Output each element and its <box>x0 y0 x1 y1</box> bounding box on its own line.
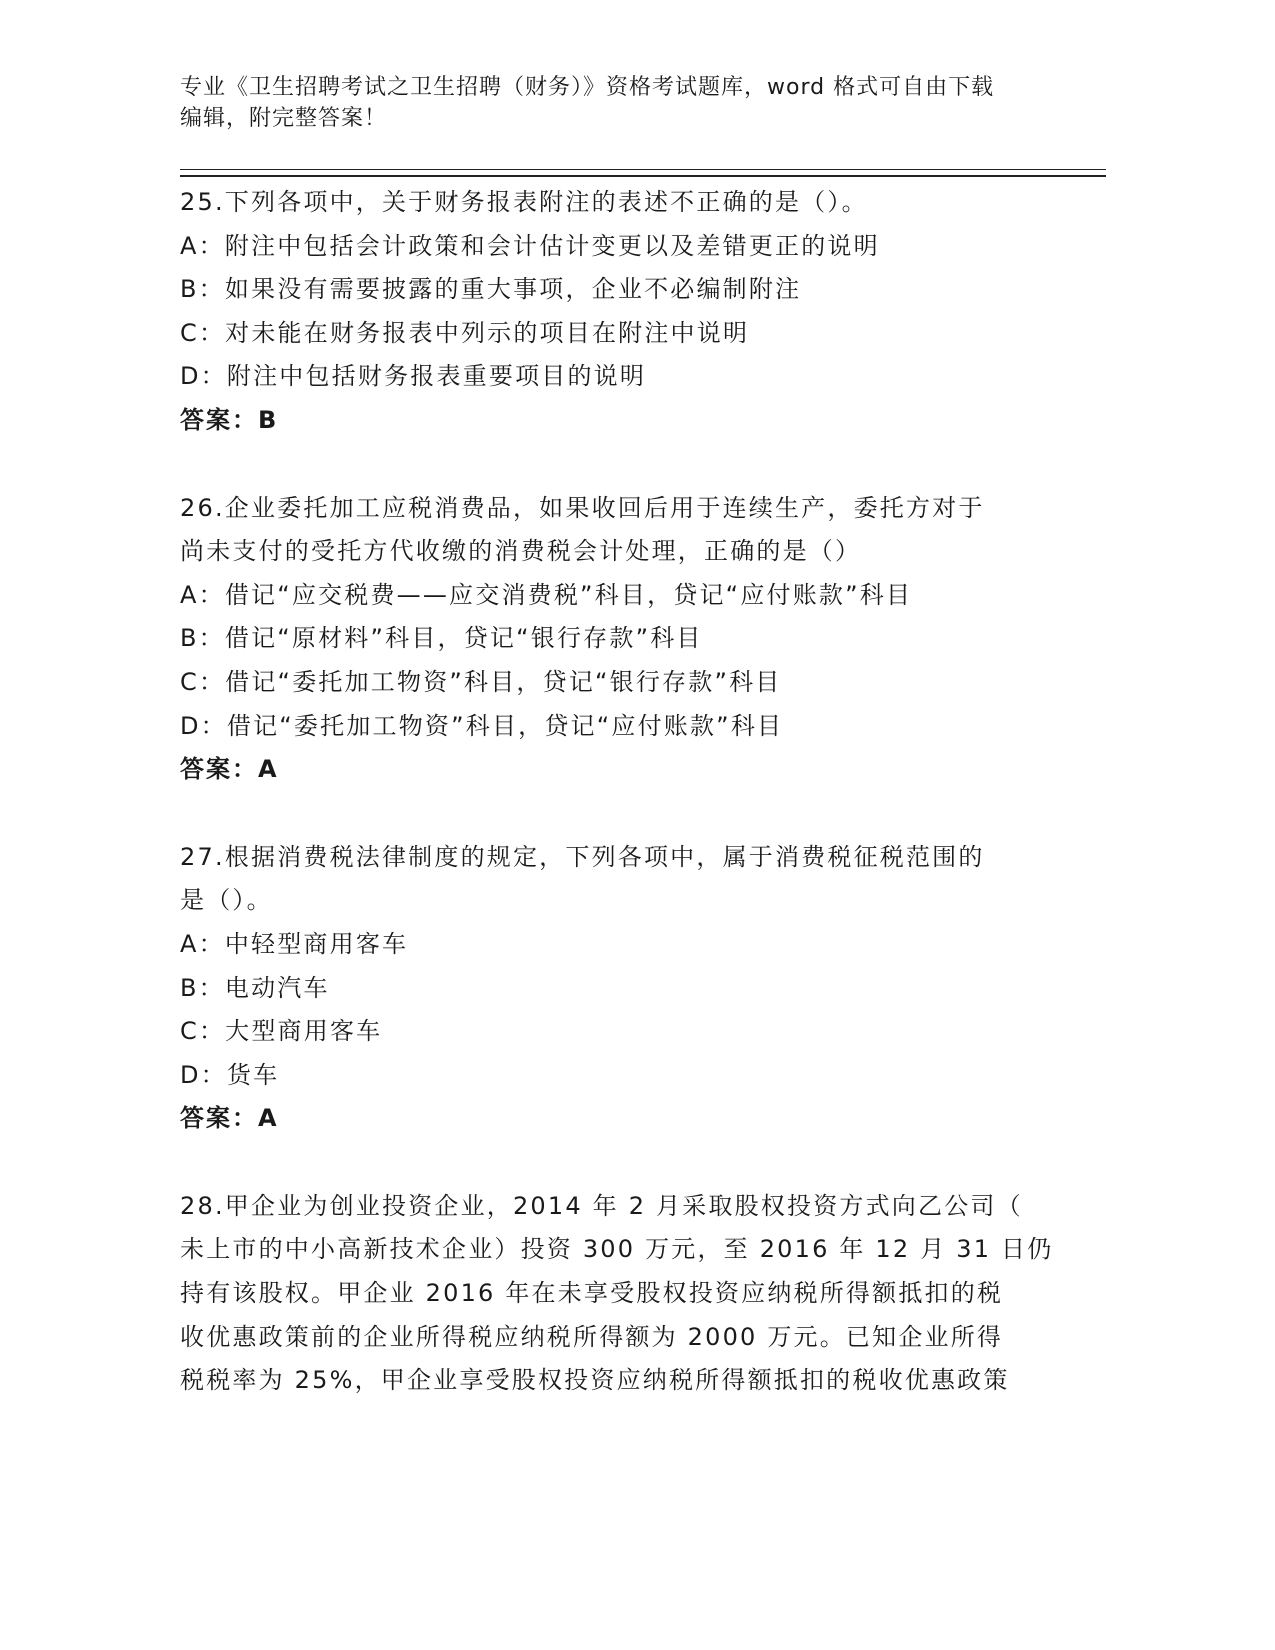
question-stem: 28.甲企业为创业投资企业，2014 年 2 月采取股权投资方式向乙公司（ <box>180 1191 1023 1220</box>
question-stem-cont: 未上市的中小高新技术企业）投资 300 万元，至 2016 年 12 月 31 日仍 <box>180 1235 1054 1264</box>
question-stem-cont: 收优惠政策前的企业所得税应纳税所得额为 2000 万元。已知企业所得 <box>180 1322 1004 1351</box>
header-line-1: 专业《卫生招聘考试之卫生招聘（财务）》资格考试题库，word 格式可自由下载 <box>180 75 995 100</box>
question-27 <box>180 836 1080 1141</box>
option-d: D：货车 <box>180 1060 280 1089</box>
option-c: C：大型商用客车 <box>180 1017 383 1046</box>
header-divider-thick <box>180 175 1106 177</box>
question-25 <box>180 181 1080 443</box>
question-stem-cont: 尚未支付的受托方代收缴的消费税会计处理，正确的是（） <box>180 537 862 566</box>
option-b: B：如果没有需要披露的重大事项，企业不必编制附注 <box>180 275 802 304</box>
question-stem-cont: 税税率为 25%，甲企业享受股权投资应纳税所得额抵扣的税收优惠政策 <box>180 1366 1010 1395</box>
question-stem: 26.企业委托加工应税消费品，如果收回后用于连续生产，委托方对于 <box>180 493 985 522</box>
document-header <box>180 72 1060 134</box>
question-stem: 25.下列各项中，关于财务报表附注的表述不正确的是（）。 <box>180 188 868 216</box>
option-a: A：中轻型商用客车 <box>180 929 409 958</box>
option-a: A：借记“应交税费——应交消费税”科目，贷记“应付账款”科目 <box>180 580 913 609</box>
answer-label: 答案：B <box>180 405 279 434</box>
option-b: B：借记“原材料”科目，贷记“银行存款”科目 <box>180 624 703 653</box>
option-c: C：借记“委托加工物资”科目，贷记“银行存款”科目 <box>180 667 782 696</box>
header-line-2: 编辑，附完整答案！ <box>180 106 388 131</box>
question-list <box>180 181 1080 1403</box>
question-stem-cont: 持有该股权。甲企业 2016 年在未享受股权投资应纳税所得额抵扣的税 <box>180 1279 1004 1308</box>
question-stem-cont: 是（）。 <box>180 886 273 915</box>
option-d: D：附注中包括财务报表重要项目的说明 <box>180 362 647 391</box>
question-stem: 27.根据消费税法律制度的规定，下列各项中，属于消费税征税范围的 <box>180 842 985 871</box>
question-26 <box>180 487 1080 792</box>
option-a: A：附注中包括会计政策和会计估计变更以及差错更正的说明 <box>180 231 880 260</box>
option-b: B：电动汽车 <box>180 973 330 1002</box>
answer-label: 答案：A <box>180 1104 279 1133</box>
option-c: C：对未能在财务报表中列示的项目在附注中说明 <box>180 318 750 347</box>
question-28 <box>180 1185 1080 1403</box>
header-divider-thin <box>180 169 1106 170</box>
answer-label: 答案：A <box>180 755 279 784</box>
option-d: D：借记“委托加工物资”科目，贷记“应付账款”科目 <box>180 711 784 740</box>
